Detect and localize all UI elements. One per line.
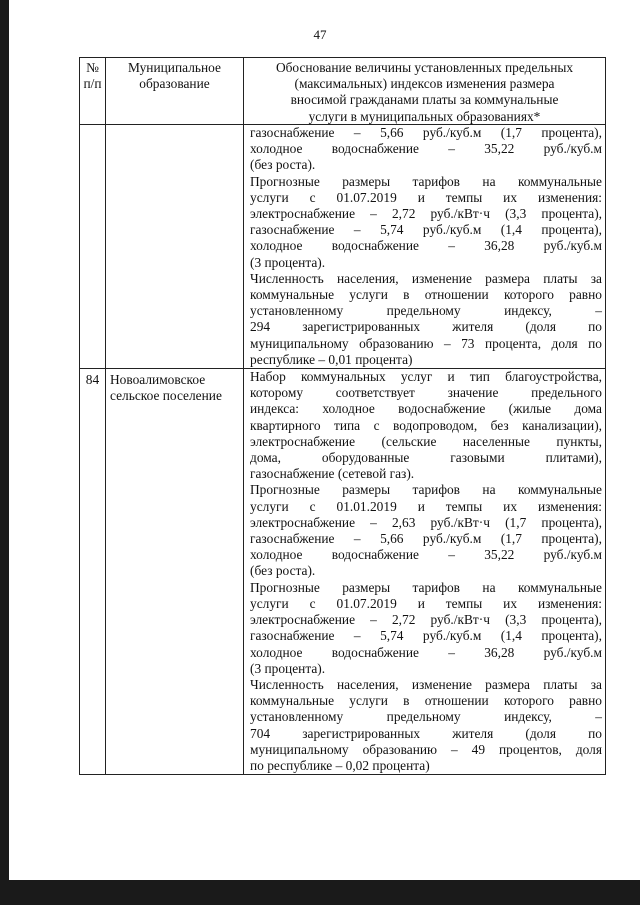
text-line: установленному предельному индексу, – bbox=[250, 709, 602, 725]
text-line: Численность населения, изменение размера платы за bbox=[250, 270, 602, 286]
justification-paragraph bbox=[244, 677, 605, 774]
text-line: электроснабжение – 2,72 руб./кВт·ч (3,3 процента), bbox=[250, 206, 602, 222]
justification-cell bbox=[244, 125, 606, 369]
row-number: 84 bbox=[85, 372, 100, 388]
text-line: 704 зарегистрированных жителя (доля по bbox=[250, 725, 602, 741]
row-number-cell bbox=[80, 125, 106, 369]
header-line: Обоснование величины установленных предельных bbox=[275, 60, 574, 75]
justification-cell bbox=[244, 369, 606, 775]
text-line: индекса: холодное водоснабжение (жилые дома bbox=[250, 401, 602, 417]
text-line: (без роста). bbox=[250, 563, 316, 579]
text-line: услуги с 01.07.2019 и темпы их изменения: bbox=[250, 595, 602, 611]
text-line: газоснабжение (сетевой газ). bbox=[250, 466, 415, 482]
text-line: Набор коммунальных услуг и тип благоустройства, bbox=[250, 369, 602, 385]
header-line: (максимальных) индексов изменения размера bbox=[294, 76, 555, 92]
text-line: Численность населения, изменение размера платы за bbox=[250, 676, 602, 692]
justification-paragraph bbox=[244, 482, 605, 579]
header-number bbox=[80, 58, 106, 125]
text-line: электроснабжение – 2,63 руб./кВт·ч (1,7 процента), bbox=[250, 514, 602, 530]
text-line: услуги с 01.01.2019 и темпы их изменения: bbox=[250, 498, 602, 514]
justification-paragraph bbox=[244, 580, 605, 677]
text-line: холодное водоснабжение – 36,28 руб./куб.м bbox=[250, 238, 602, 254]
text-line: электроснабжение – 2,72 руб./кВт·ч (3,3 процента), bbox=[250, 612, 602, 628]
text-line: коммунальные услуги в отношении которого равно bbox=[250, 287, 602, 303]
text-line: муниципальному образованию – 49 процентов, доля bbox=[250, 741, 602, 757]
header-line: Муниципальное bbox=[128, 60, 221, 75]
text-line: по республике – 0,02 процента) bbox=[250, 757, 430, 773]
text-line: квартирного типа с водопроводом, без канализации), bbox=[250, 417, 602, 433]
municipality-cell bbox=[106, 125, 244, 369]
text-line: коммунальные услуги в отношении которого равно bbox=[250, 693, 602, 709]
header-line: вносимой гражданами платы за коммунальные bbox=[290, 92, 559, 108]
text-line: газоснабжение – 5,66 руб./куб.м (1,7 процента), bbox=[250, 531, 602, 547]
text-line: электроснабжение (сельские населенные пункты, bbox=[250, 433, 602, 449]
header-line: услуги в муниципальных образованиях* bbox=[308, 108, 541, 124]
text-line: холодное водоснабжение – 36,28 руб./куб.м bbox=[250, 644, 602, 660]
header-justification bbox=[244, 58, 606, 125]
text-line: дома, оборудованные газовыми плитами), bbox=[250, 450, 602, 466]
justification-paragraph bbox=[244, 174, 605, 271]
municipality-name-line: Новоалимовское bbox=[110, 372, 206, 388]
text-line: республике – 0,01 процента) bbox=[250, 351, 413, 367]
text-line: Прогнозные размеры тарифов на коммунальные bbox=[250, 173, 602, 189]
text-line: Прогнозные размеры тарифов на коммунальные bbox=[250, 579, 602, 595]
text-line: газоснабжение – 5,74 руб./куб.м (1,4 процента), bbox=[250, 222, 602, 238]
table-row bbox=[80, 125, 606, 369]
header-line: № bbox=[86, 60, 99, 75]
justification-paragraph bbox=[244, 369, 605, 482]
row-number-cell bbox=[80, 369, 106, 775]
header-line: п/п bbox=[83, 76, 102, 92]
text-line: Прогнозные размеры тарифов на коммунальные bbox=[250, 482, 602, 498]
text-line: услуги с 01.07.2019 и темпы их изменения: bbox=[250, 189, 602, 205]
municipality-name-line: сельское поселение bbox=[110, 388, 222, 404]
text-line: 294 зарегистрированных жителя (доля по bbox=[250, 319, 602, 335]
header-line: образование bbox=[139, 76, 210, 92]
row-number bbox=[80, 125, 105, 128]
table-row bbox=[80, 369, 606, 775]
text-line: установленному предельному индексу, – bbox=[250, 303, 602, 319]
text-line: муниципальному образованию – 73 процента, доля по bbox=[250, 335, 602, 351]
text-line: (3 процента). bbox=[250, 660, 326, 676]
text-line: холодное водоснабжение – 35,22 руб./куб.м bbox=[250, 547, 602, 563]
page-number: 47 bbox=[313, 27, 327, 42]
justification-paragraph bbox=[244, 271, 605, 368]
table-header-row bbox=[80, 58, 606, 125]
tariff-table bbox=[79, 57, 606, 775]
text-line: (без роста). bbox=[250, 157, 316, 173]
scan-border-left bbox=[0, 0, 9, 905]
municipality-cell bbox=[106, 369, 244, 775]
text-line: холодное водоснабжение – 35,22 руб./куб.м bbox=[250, 141, 602, 157]
text-line: газоснабжение – 5,74 руб./куб.м (1,4 процента), bbox=[250, 628, 602, 644]
header-municipality bbox=[106, 58, 244, 125]
table-body bbox=[80, 125, 606, 775]
text-line: газоснабжение – 5,66 руб./куб.м (1,7 процента), bbox=[250, 125, 602, 140]
text-line: которому соответствует значение предельного bbox=[250, 385, 602, 401]
justification-paragraph bbox=[244, 125, 605, 174]
scan-border-bottom bbox=[0, 880, 640, 905]
text-line: (3 процента). bbox=[250, 254, 326, 270]
